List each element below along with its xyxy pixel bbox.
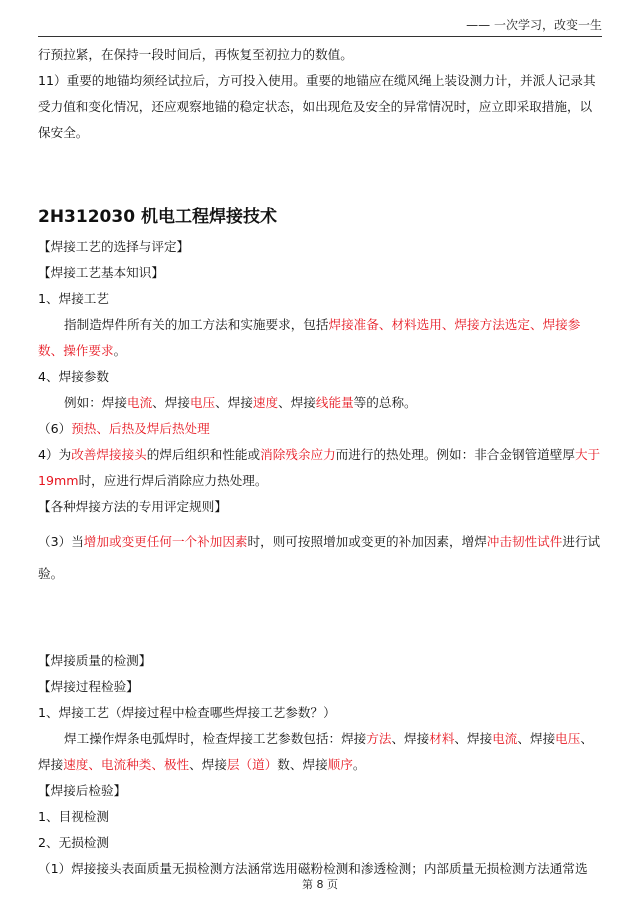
bracket-heading: 【焊接工艺基本知识】 xyxy=(38,265,164,280)
document-body xyxy=(38,42,604,882)
highlight-text: 冲击韧性试件 xyxy=(486,534,563,549)
highlight-text: 方法 xyxy=(366,731,392,746)
paragraph: （3）当增加或变更任何一个补加因素时，则可按照增加或变更的补加因素，增焊冲击韧性试件进行试验。 xyxy=(38,534,601,581)
highlight-text: 电压 xyxy=(189,395,216,410)
highlight-text: 速度 xyxy=(252,395,279,410)
list-item: （6）预热、后热及焊后热处理 xyxy=(38,421,210,436)
page-number: 第 8 页 xyxy=(302,878,338,891)
header-slogan: —— 一次学习，改变一生 xyxy=(466,18,602,32)
list-item: 1、焊接工艺 xyxy=(38,291,109,306)
list-item: 1、目视检测 xyxy=(38,809,109,824)
bracket-heading: 【焊接过程检验】 xyxy=(38,679,139,694)
bracket-heading: 【焊接质量的检测】 xyxy=(38,653,152,668)
paragraph: 例如：焊接电流、焊接电压、焊接速度、焊接线能量等的总称。 xyxy=(64,395,417,410)
highlight-text: 电流 xyxy=(492,731,518,746)
header-rule xyxy=(38,36,602,37)
highlight-text: 预热、后热及焊后热处理 xyxy=(71,421,210,436)
highlight-text: 速度、电流种类、极性 xyxy=(63,757,190,772)
paragraph: 指制造焊件所有关的加工方法和实施要求，包括焊接准备、材料选用、焊接方法选定、焊接参数、操作要求。 xyxy=(38,317,581,358)
section-title: 2H312030 机电工程焊接技术 xyxy=(38,207,277,227)
highlight-text: 层（道） xyxy=(226,757,278,772)
paragraph: 11）重要的地锚均须经试拉后，方可投入使用。重要的地锚应在缆风绳上装设测力计，并派人记录其受力值和变化情况，还应观察地锚的稳定状态，如出现危及安全的异常情况时，应立即采取措施，以保安全。 xyxy=(38,73,596,140)
highlight-text: 电压 xyxy=(555,731,581,746)
paragraph: 行预拉紧，在保持一段时间后，再恢复至初拉力的数值。 xyxy=(38,47,353,62)
highlight-text: 线能量 xyxy=(315,395,354,410)
highlight-text: 增加或变更任何一个补加因素 xyxy=(83,534,248,549)
highlight-text: 改善焊接接头 xyxy=(71,447,147,462)
highlight-text: 焊接准备、材料选用、焊接方法选定、焊接参数、操作要求 xyxy=(38,317,581,358)
bracket-heading: 【焊接工艺的选择与评定】 xyxy=(38,239,190,254)
bracket-heading: 【各种焊接方法的专用评定规则】 xyxy=(38,499,227,514)
highlight-text: 材料 xyxy=(429,731,455,746)
highlight-text: 顺序 xyxy=(327,757,353,772)
paragraph: 4）为改善焊接接头的焊后组织和性能或消除残余应力而进行的热处理。例如：非合金钢管道壁厚大于19mm时，应进行焊后消除应力热处理。 xyxy=(38,447,601,488)
list-item: 4、焊接参数 xyxy=(38,369,109,384)
paragraph: （1）焊接接头表面质量无损检测方法涵常选用磁粉检测和渗透检测；内部质量无损检测方法通常选 xyxy=(38,861,588,876)
list-item: 2、无损检测 xyxy=(38,835,109,850)
highlight-text: 大于19mm xyxy=(38,447,601,488)
list-item: 1、焊接工艺（焊接过程中检查哪些焊接工艺参数？） xyxy=(38,705,336,720)
highlight-text: 电流 xyxy=(126,395,153,410)
paragraph: 焊工操作焊条电弧焊时，检查焊接工艺参数包括：焊接方法、焊接材料、焊接电流、焊接电压、焊接速度、电流种类、极性、焊接层（道）数、焊接顺序。 xyxy=(38,731,593,772)
highlight-text: 消除残余应力 xyxy=(260,447,336,462)
bracket-heading: 【焊接后检验】 xyxy=(38,783,127,798)
